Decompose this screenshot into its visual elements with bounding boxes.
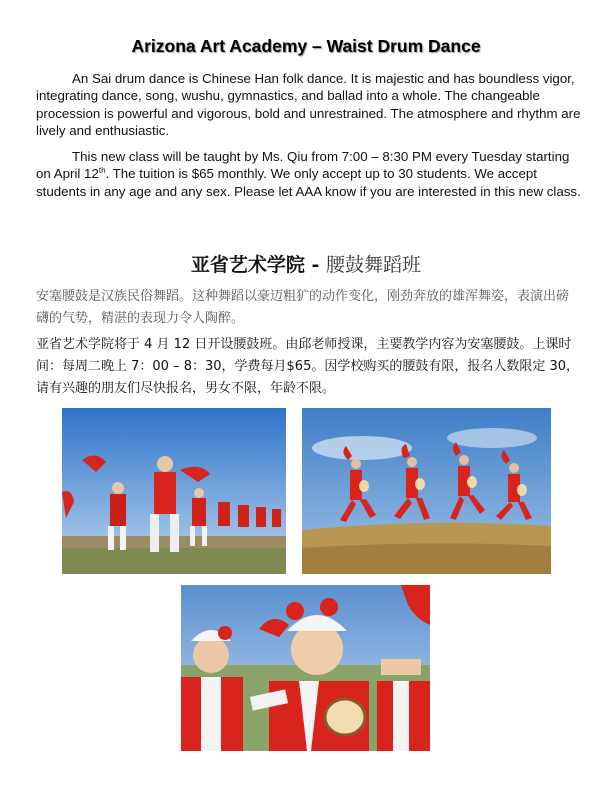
paragraph-1-text: An Sai drum dance is Chinese Han folk dance. It is majestic and has boundless vigor, integrating dance, song, wushu, gymnastics, and ballad into a whole. The changeable procession is powerful and vigorous, bold and unrestrained. The atmosphere and rhythm are lively and enthusiastic.: [36, 71, 581, 139]
english-paragraph-description: [36, 70, 581, 140]
photo-leaping-dancers: [302, 408, 551, 574]
english-paragraph-class-info: [36, 148, 581, 200]
photo-dance-troupe: [62, 408, 286, 574]
paragraph-2-text-after: . The tuition is $65 monthly. We only accept up to 30 students. We accept students in any age and any sex. Please let AAA know if you are interested in this new class.: [36, 166, 581, 199]
paragraph-2-text-before: This new class will be taught by Ms. Qiu from 7:00 – 8:30 PM every Tuesday starting on April 12: [36, 149, 570, 182]
chinese-title-class: 腰鼓舞蹈班: [326, 254, 422, 276]
photo-children-dancers: [181, 585, 430, 751]
chinese-title-school: 亚省艺术学院 -: [190, 254, 327, 276]
chinese-paragraph-description: 安塞腰鼓是汉族民俗舞蹈。这种舞蹈以豪迈粗犷的动作变化，刚劲奔放的雄浑舞姿，表演出磅礴的气势，精湛的表现力令人陶醉。: [36, 289, 570, 326]
page-title: Arizona Art Academy – Waist Drum Dance: [131, 36, 481, 56]
chinese-paragraph-class-info: 亚省艺术学院将于 4 月 12 日开设腰鼓班。由邱老师授课，主要教学内容为安塞腰鼓。上课时间：每周二晚上 7：00 – 8：30，学费每月$65。因学校购买的腰鼓有限，报名人数限定 30，请有兴趣的朋友们尽快报名，男女不限，年龄不限。: [36, 337, 580, 396]
paragraph-2-superscript: th: [98, 166, 106, 176]
chinese-title: [0, 250, 612, 277]
